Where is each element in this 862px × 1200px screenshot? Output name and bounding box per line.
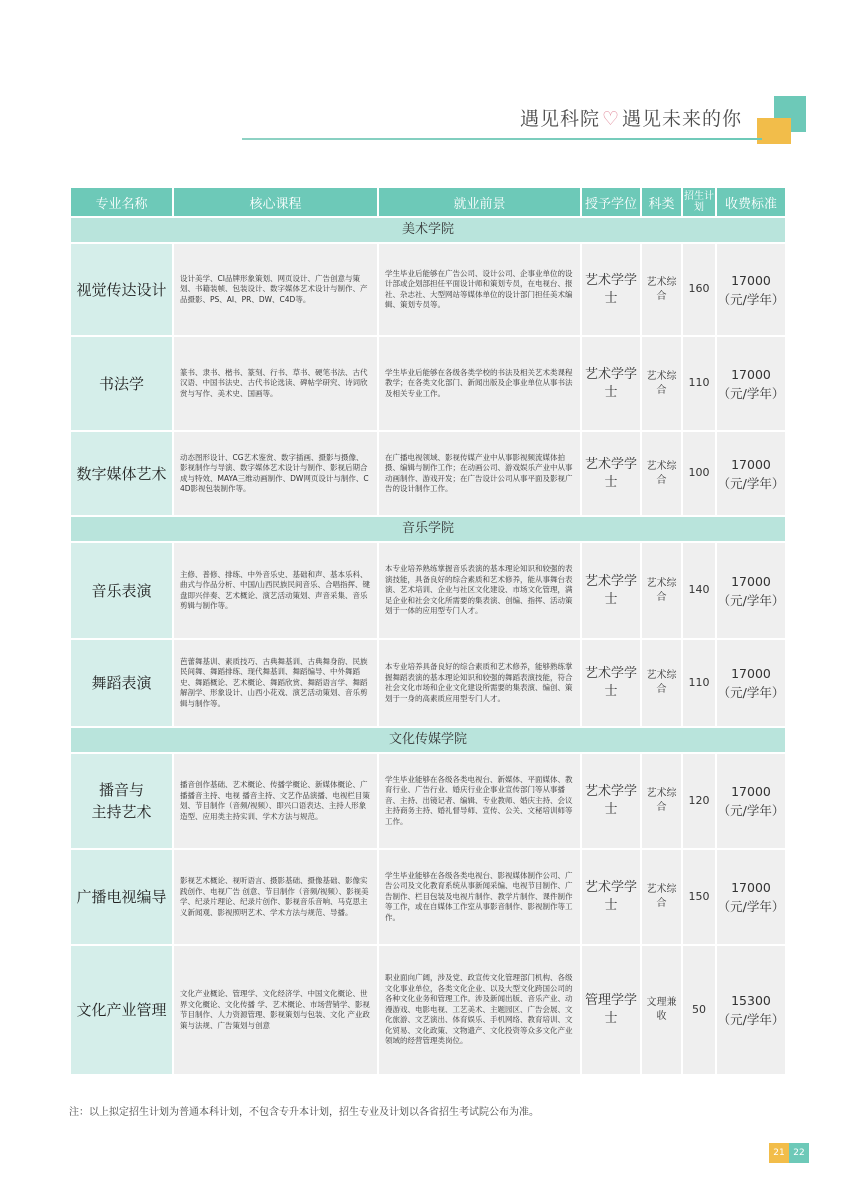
fee-unit: （元/学年） (717, 291, 785, 307)
table-row (71, 337, 785, 430)
tuition-fee (717, 946, 785, 1074)
major-name: 文化产业管理 (71, 946, 172, 1074)
degree: 艺术学学士 (582, 543, 640, 638)
category: 艺术综合 (642, 640, 681, 726)
fee-amount: 17000 (731, 666, 771, 681)
enrollment-plan: 150 (683, 850, 715, 944)
core-courses: 影视艺术概论、视听语言、摄影基础、摄像基础、影像实践创作、电视广告 创意、节目制作（音频/视频）、影视美学、纪录片理论、纪录片创作、影视音乐音响、马克思主义新闻观、影视照明艺术、学术方法与规范、导播。 (174, 850, 377, 944)
header-courses: 核心课程 (174, 188, 377, 216)
core-courses: 芭蕾舞基训、素质技巧、古典舞基训、古典舞身韵、民族民间舞、舞蹈排练、现代舞基训、舞蹈编导、中外舞蹈史、舞蹈概论、艺术概论、舞蹈欣赏、舞蹈语言学、舞蹈解剖学、形象设计、山西小花戏、演艺活动策划、音乐剪辑与制作等。 (174, 640, 377, 726)
table-row (71, 640, 785, 726)
career-prospects: 在广播电视领域、影视传媒产业中从事影视频流媒体拍摄、编辑与制作工作；在动画公司、游戏娱乐产业中从事动画制作、游戏开发；在广告设计公司从事平面及影视广告的设计制作工作。 (379, 432, 580, 515)
degree: 艺术学学士 (582, 432, 640, 515)
career-prospects: 学生毕业能够在各级各类电视台、新媒体、平面媒体、教育行业、广告行业、婚庆行业企事业宣传部门等从事播音、主持、出镜记者、编辑、专业教师、婚庆主持、会议主持商务主持、婚礼督导师、宣传、公关、文秘培训师等工作。 (379, 754, 580, 848)
core-courses: 主修、普修、排练、中外音乐史、基础和声、基本乐科、曲式与作品分析、中国/山西民族民间音乐、合唱指挥、键盘即兴伴奏、艺术概论、演艺活动策划、声音采集、音乐剪辑与制作等。 (174, 543, 377, 638)
major-name-line1: 播音与 (98, 781, 144, 799)
fee-unit: （元/学年） (717, 592, 785, 608)
table-row (71, 754, 785, 848)
major-name-line2: 主持艺术 (91, 803, 152, 821)
fee-amount: 17000 (731, 366, 771, 382)
tuition-fee (717, 244, 785, 335)
major-name: 广播电视编导 (71, 850, 172, 944)
career-prospects: 本专业培养具备良好的综合素质和艺术修养，能够熟练掌握舞蹈表演的基本理论知识和较强的舞蹈表演技能，符合社会文化市场和企业文化建设所需要的集表演、编创、策划于一身的高素质应用型专门人才。 (379, 640, 580, 726)
fee-amount: 17000 (731, 880, 771, 895)
fee-amount: 15300 (731, 993, 771, 1008)
enrollment-plan: 110 (683, 337, 715, 430)
college-row-media: 文化传媒学院 (71, 728, 785, 752)
core-courses: 设计美学、CI品牌形象策划、网页设计、广告创意与策划、书籍装帧、包装设计、数字媒体艺术设计与制作、产品摄影、PS、AI、PR、DW、C4D等。 (174, 244, 377, 335)
core-courses: 动态图形设计、CG艺术鉴赏、数字插画、摄影与摄像、影视制作与导演、数字媒体艺术设计与制作、影视后期合成与特效、MAYA三维动画制作、DW网页设计与制作、C4D影视包装制作等。 (174, 432, 377, 515)
degree: 管理学学士 (582, 946, 640, 1074)
tuition-fee (717, 850, 785, 944)
enrollment-plan: 100 (683, 432, 715, 515)
college-row-art: 美术学院 (71, 218, 785, 242)
page-number-right: 22 (789, 1143, 809, 1163)
major-name (71, 754, 172, 848)
category: 艺术综合 (642, 850, 681, 944)
tuition-fee (717, 543, 785, 638)
category: 艺术综合 (642, 754, 681, 848)
table-row (71, 543, 785, 638)
category: 艺术综合 (642, 244, 681, 335)
career-prospects: 本专业培养熟练掌握音乐表演的基本理论知识和较强的表演技能，具备良好的综合素质和艺术修养，能从事舞台表演、艺术培训、企业与社区文化建设、市场文化管理，满足企业和社会文化所需要的集表演、创编、指挥、活动策划于一体的应用型专门人才。 (379, 543, 580, 638)
degree: 艺术学学士 (582, 754, 640, 848)
college-row-music: 音乐学院 (71, 517, 785, 541)
enrollment-plan: 120 (683, 754, 715, 848)
tuition-fee (717, 640, 785, 726)
category: 艺术综合 (642, 543, 681, 638)
enrollment-plan: 140 (683, 543, 715, 638)
header-title-left: 遇见科院 (520, 108, 601, 130)
category: 文理兼收 (642, 946, 681, 1074)
table-row (71, 850, 785, 944)
enrollment-plan: 50 (683, 946, 715, 1074)
major-name: 舞蹈表演 (71, 640, 172, 726)
header-fee: 收费标准 (717, 188, 785, 216)
fee-amount: 17000 (731, 272, 771, 288)
major-name: 视觉传达设计 (71, 244, 172, 335)
header-divider (242, 138, 762, 140)
table-row (71, 946, 785, 1074)
header-title-right: 遇见未来的你 (622, 108, 743, 130)
category: 艺术综合 (642, 432, 681, 515)
fee-unit: （元/学年） (717, 685, 785, 700)
career-prospects: 职业面向广阔，涉及党、政宣传文化管理部门机构、各级文化事业单位，各类文化企业、以及大型文化跨国公司的各种文化业务和管理工作。涉及新闻出版、音乐产业、动漫游戏、电影电视、工艺美术、主题园区、广告会展、文化旅游、文艺演出、体育娱乐、手机网络、教育培训、文化贸易、文化政策、文物遗产、文化投资等众多文化产业领域的经营管理类岗位。 (379, 946, 580, 1074)
fee-amount: 17000 (731, 573, 771, 589)
tuition-fee (717, 754, 785, 848)
fee-unit: （元/学年） (717, 385, 785, 401)
degree: 艺术学学士 (582, 640, 640, 726)
page-header-title (520, 104, 742, 131)
core-courses: 播音创作基础、艺术概论、传播学概论、新媒体概论、广播播音主持、电视 播音主持、文艺作品演播、电视栏目策划、节目制作（音频/视频）、即兴口语表达、主持人形象造型、应用类主持实训、学术方法与规范。 (174, 754, 377, 848)
footnote: 注：以上拟定招生计划为普通本科计划，不包含专升本计划，招生专业及计划以各省招生考试院公布为准。 (69, 1107, 539, 1118)
majors-table (69, 186, 787, 1076)
major-name: 数字媒体艺术 (71, 432, 172, 515)
fee-unit: （元/学年） (717, 803, 785, 818)
major-name: 书法学 (71, 337, 172, 430)
major-name: 音乐表演 (71, 543, 172, 638)
fee-amount: 17000 (731, 456, 771, 472)
header-degree: 授予学位 (582, 188, 640, 216)
fee-amount: 17000 (731, 784, 771, 799)
enrollment-plan: 110 (683, 640, 715, 726)
header-plan: 招生计划 (683, 188, 715, 216)
header-category: 科类 (642, 188, 681, 216)
header-prospects: 就业前景 (379, 188, 580, 216)
career-prospects: 学生毕业能够在各级各类电视台、影视媒体制作公司、广告公司及文化教育系统从事新闻采编、电视节目制作、广告制作、栏目包装及电视片制作、教学片制作、课件制作等工作，或在自媒体工作室从事影音制作、影视制作等工作。 (379, 850, 580, 944)
page-number-left: 21 (769, 1143, 789, 1163)
table-row (71, 432, 785, 515)
career-prospects: 学生毕业后能够在广告公司、设计公司、企事业单位的设计部或企划部担任平面设计师和策划专员，在电视台、报社、杂志社、大型网站等媒体单位的设计部门担任美术编辑、策划专员等。 (379, 244, 580, 335)
enrollment-plan: 160 (683, 244, 715, 335)
degree: 艺术学学士 (582, 244, 640, 335)
core-courses: 篆书、隶书、楷书、篆刻、行书、草书、硬笔书法、古代汉语、中国书法史、古代书论选读、碑帖学研究、诗词欣赏与写作、美术史、国画等。 (174, 337, 377, 430)
core-courses: 文化产业概论、管理学、文化经济学、中国文化概论、世界文化概论、文化传播 学、艺术概论、市场营销学、影视节目制作、人力资源管理、影视策划与包装、文化 产业政策与法规、广告策划与创意 (174, 946, 377, 1074)
career-prospects: 学生毕业后能够在各级各类学校的书法及相关艺术类课程教学；在各类文化部门、新闻出版及企事业单位从事书法及相关专业工作。 (379, 337, 580, 430)
heart-outline-icon: ♡ (601, 108, 621, 130)
tuition-fee (717, 432, 785, 515)
degree: 艺术学学士 (582, 850, 640, 944)
header-name: 专业名称 (71, 188, 172, 216)
degree: 艺术学学士 (582, 337, 640, 430)
corner-decoration-yellow (757, 118, 791, 144)
category: 艺术综合 (642, 337, 681, 430)
table-header-row (71, 188, 785, 216)
page-numbers (769, 1143, 809, 1163)
fee-unit: （元/学年） (717, 899, 785, 914)
fee-unit: （元/学年） (717, 1012, 785, 1027)
tuition-fee (717, 337, 785, 430)
fee-unit: （元/学年） (717, 475, 785, 491)
table-row (71, 244, 785, 335)
